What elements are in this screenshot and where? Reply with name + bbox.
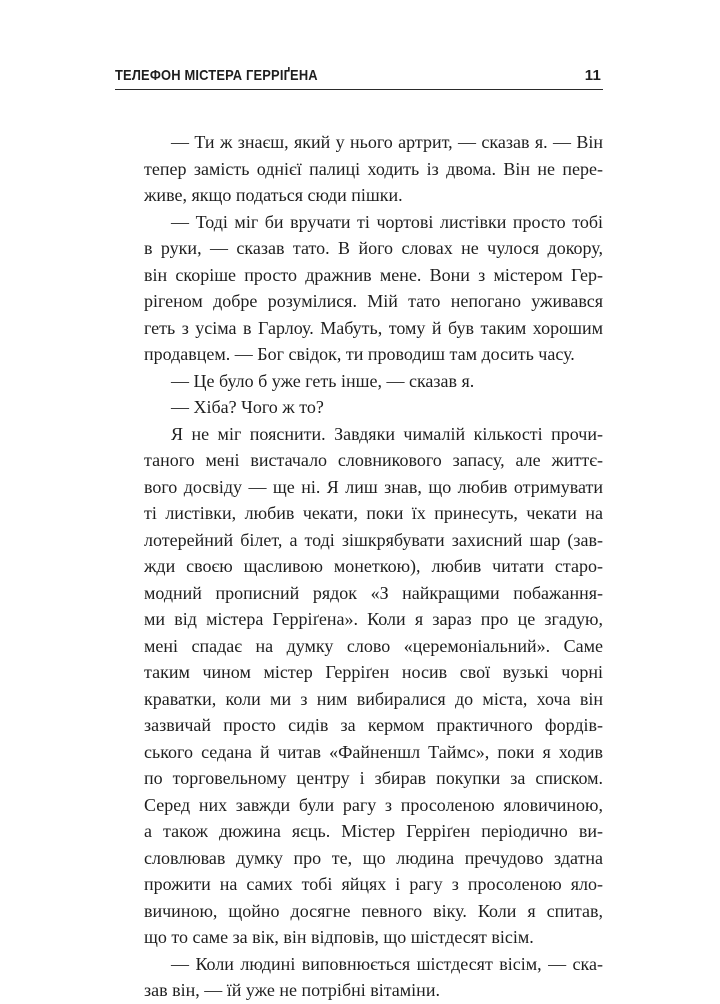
text-line: зав він, — їй уже не потрібні вітаміни. [144, 980, 440, 1000]
text-line: — Це було б уже геть інше, — сказав я. [171, 370, 475, 391]
text-line: ми від містера Герріґена». Коли я зараз про це згадую, [144, 609, 603, 629]
text-line: ського седана й читав «Файненшл Таймс», поки я ходив [144, 741, 603, 762]
running-header [115, 67, 603, 90]
text-line: — Тоді міг би вручати ті чортові листівки просто тобі [171, 211, 603, 232]
text-line: рігеном добре розумілися. Мій тато непогано уживався [144, 291, 603, 311]
text-line: ті листівки, любив чекати, поки їх принесуть, чекати на [144, 503, 603, 523]
text-line: що то саме за вік, він відповів, що шістдесят вісім. [144, 927, 534, 947]
text-line: мені спадає на думку слово «церемоніальний». Саме [144, 635, 603, 656]
paragraph [117, 421, 603, 951]
text-line: таного мені вистачало словникового запасу, але життє- [144, 450, 603, 470]
paragraph [117, 368, 603, 395]
text-line: Я не міг пояснити. Завдяки чималій кількості прочи- [171, 423, 603, 444]
text-line: лотерейний білет, а тоді зішкрябувати захисний шар (зав- [144, 529, 603, 550]
text-line: словлював думку про те, що людина пречудово здатна [144, 847, 603, 868]
text-line: модний прописний рядок «З найкращими побажання- [144, 582, 603, 603]
text-line: вого досвіду — ще ні. Я лиш знав, що любив отримувати [144, 476, 603, 497]
text-line: тепер замість однієї палиці ходить із двома. Він не пере- [144, 158, 603, 179]
text-line: Серед них завжди були рагу з просоленою яловичиною, [144, 794, 603, 815]
text-line: вичиною, щойно досягне певного віку. Коли я спитав, [144, 900, 603, 921]
text-line: жди своєю щасливою монеткою), любив читати старо- [144, 556, 603, 576]
text-line: — Ти ж знаєш, який у нього артрит, — сказав я. — Він [171, 132, 603, 152]
text-line: прожити на самих тобі яйцях і рагу з просоленою яло- [144, 874, 603, 894]
text-line: він скоріше просто дражнив мене. Вони з містером Гер- [144, 264, 603, 285]
text-line: живе, якщо податься сюди пішки. [144, 185, 403, 205]
paragraph [117, 394, 603, 421]
text-line: геть з усіма в Гарлоу. Мабуть, тому й був таким хорошим [144, 317, 603, 338]
paragraph [117, 209, 603, 368]
text-line: по торговельному центру і збирав покупки за списком. [144, 768, 603, 788]
text-line: в руки, — сказав тато. В його словах не чулося докору, [144, 238, 603, 258]
text-line: краватки, коли ми з ним вибиралися до міста, хоча він [144, 688, 603, 709]
page-number: 11 [584, 67, 601, 84]
text-line: продавцем. — Бог свідок, ти проводиш там досить часу. [144, 344, 575, 364]
chapter-title: ТЕЛЕФОН МІСТЕРА ГЕРРІҐЕНА [115, 67, 318, 84]
text-line: — Коли людині виповнюється шістдесят вісім, — ска- [171, 953, 603, 974]
text-line: а також дюжина яєць. Містер Герріґен періодично ви- [144, 821, 603, 841]
paragraph [117, 129, 603, 209]
text-line: таким чином містер Герріґен носив свої вузькі чорні [144, 662, 603, 682]
paragraph [117, 951, 603, 1004]
body-text [117, 129, 603, 1004]
text-line: зазвичай просто сидів за кермом практичного фордів- [144, 715, 603, 735]
text-line: — Хіба? Чого ж то? [171, 397, 324, 417]
